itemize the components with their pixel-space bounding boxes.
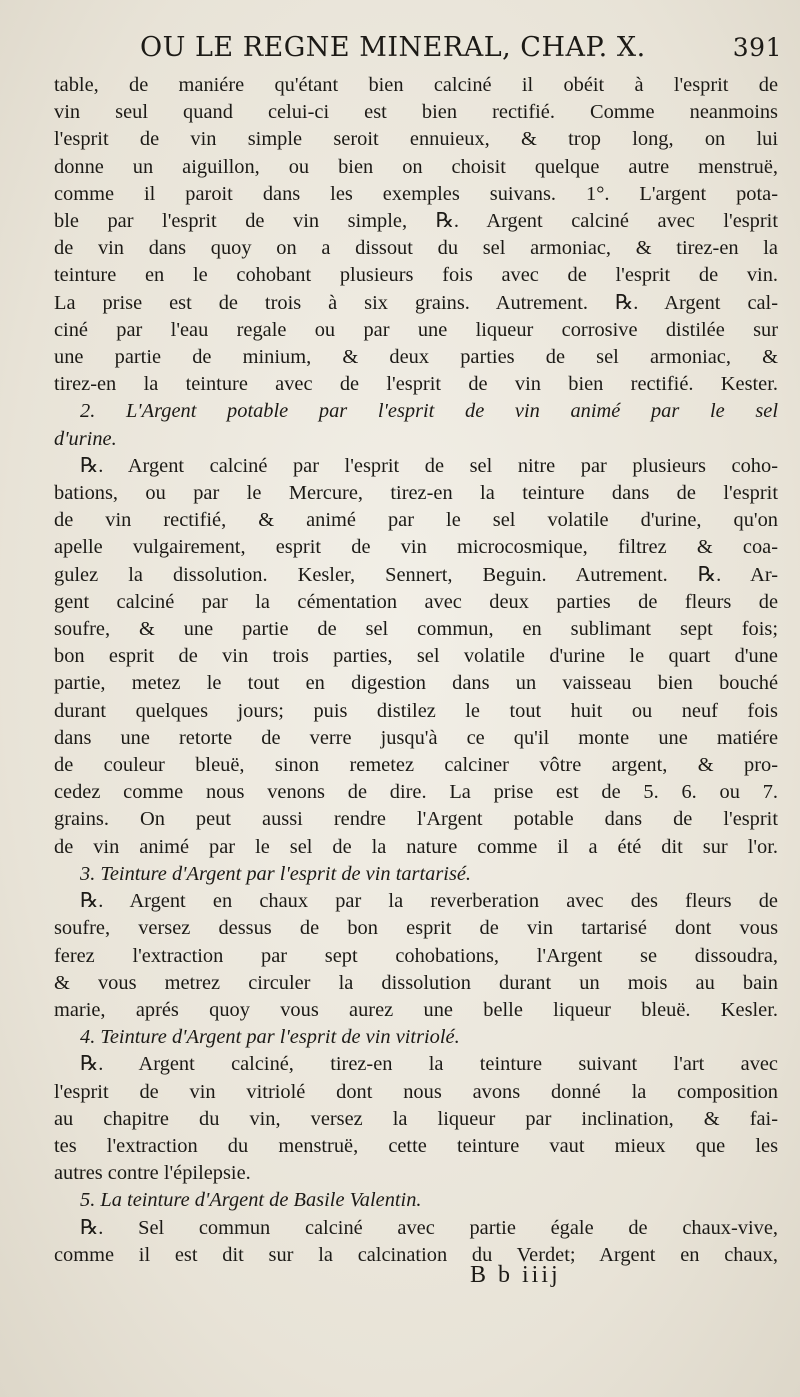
text-line: ciné par l'eau regale ou par une liqueur corrosive distilée sur	[54, 318, 778, 341]
text-line: grains. On peut aussi rendre l'Argent potable dans de l'esprit	[54, 808, 778, 831]
text-line: ferez l'extraction par sept cohobations, l'Argent se dissoudra,	[54, 944, 778, 967]
text-line: soufre, & une partie de sel commun, en sublimant sept fois;	[54, 618, 778, 641]
text-line: marie, aprés quoy vous aurez une belle liqueur bleuë. Kesler.	[54, 998, 778, 1021]
text-line: apelle vulgairement, esprit de vin microcosmique, filtrez & coa-	[54, 536, 778, 559]
text-line: donne un aiguillon, ou bien on choisit quelque autre menstruë,	[54, 155, 778, 178]
text-line: tirez-en la teinture avec de l'esprit de vin bien rectifié. Kester.	[54, 373, 778, 396]
text-line: partie, metez le tout en digestion dans un vaisseau bien bouché	[54, 672, 778, 695]
text-line: une partie de minium, & deux parties de sel armoniac, &	[54, 346, 778, 369]
page-number: 391	[732, 33, 782, 62]
text-line: soufre, versez dessus de bon esprit de vin tartarisé dont vous	[54, 917, 778, 940]
text-line: dans une retorte de verre jusqu'à ce qu'il monte une matiére	[54, 726, 778, 749]
text-line: bations, ou par le Mercure, tirez-en la teinture dans de l'esprit	[54, 482, 778, 505]
text-line: & vous metrez circuler la dissolution durant un mois au bain	[54, 971, 778, 994]
text-line: au chapitre du vin, versez la liqueur par inclination, & fai-	[54, 1107, 778, 1130]
text-line: teinture en le cohobant plusieurs fois avec de l'esprit de vin.	[54, 264, 778, 287]
text-line: gulez la dissolution. Kesler, Sennert, Beguin. Autrement. ℞. Ar-	[54, 563, 778, 586]
text-line: de vin animé par le sel de la nature comme il a été dit sur l'or.	[54, 835, 778, 858]
text-line: 4. Teinture d'Argent par l'esprit de vin vitriolé.	[80, 1026, 460, 1049]
text-line: bon esprit de vin trois parties, sel volatile d'urine le quart d'une	[54, 645, 778, 668]
text-line: 5. La teinture d'Argent de Basile Valentin.	[80, 1189, 422, 1212]
text-line: vin seul quand celui-ci est bien rectifié. Comme neanmoins	[54, 101, 778, 124]
page-body-text	[54, 72, 778, 1269]
text-line: gent calciné par la cémentation avec deux parties de fleurs de	[54, 590, 778, 613]
text-line: de couleur bleuë, sinon remetez calciner vôtre argent, & pro-	[54, 754, 778, 777]
text-line: ℞. Argent calciné par l'esprit de sel nitre par plusieurs coho-	[80, 454, 778, 477]
text-line: l'esprit de vin simple seroit ennuieux, & trop long, on lui	[54, 128, 778, 151]
text-line: comme il est dit sur la calcination du Verdet; Argent en chaux,	[54, 1243, 778, 1266]
text-line: cedez comme nous venons de dire. La prise est de 5. 6. ou 7.	[54, 781, 778, 804]
text-line: l'esprit de vin vitriolé dont nous avons donné la composition	[54, 1080, 778, 1103]
text-line: durant quelques jours; puis distilez le tout huit ou neuf fois	[54, 699, 778, 722]
running-header	[140, 32, 782, 63]
text-line: comme il paroit dans les exemples suivans. 1°. L'argent pota-	[54, 182, 778, 205]
text-line: d'urine.	[54, 427, 117, 450]
signature-mark: B b iiij	[470, 1262, 561, 1288]
running-title: OU LE REGNE MINERAL, CHAP. X.	[140, 32, 646, 63]
text-line: de vin rectifié, & animé par le sel volatile d'urine, qu'on	[54, 509, 778, 532]
text-line: ℞. Argent calciné, tirez-en la teinture suivant l'art avec	[80, 1053, 778, 1076]
text-line: 2. L'Argent potable par l'esprit de vin animé par le sel	[80, 400, 778, 423]
text-line: autres contre l'épilepsie.	[54, 1162, 251, 1185]
text-line: de vin dans quoy on a dissout du sel armoniac, & tirez-en la	[54, 237, 778, 260]
text-line: 3. Teinture d'Argent par l'esprit de vin tartarisé.	[80, 862, 472, 885]
text-line: tes l'extraction du menstruë, cette teinture vaut mieux que les	[54, 1134, 778, 1157]
text-line: ℞. Argent en chaux par la reverberation avec des fleurs de	[80, 890, 778, 913]
text-line: ble par l'esprit de vin simple, ℞. Argent calciné avec l'esprit	[54, 210, 778, 233]
text-line: La prise est de trois à six grains. Autrement. ℞. Argent cal-	[54, 291, 778, 314]
text-line: ℞. Sel commun calciné avec partie égale de chaux-vive,	[80, 1216, 778, 1239]
text-line: table, de maniére qu'étant bien calciné il obéit à l'esprit de	[54, 74, 778, 96]
